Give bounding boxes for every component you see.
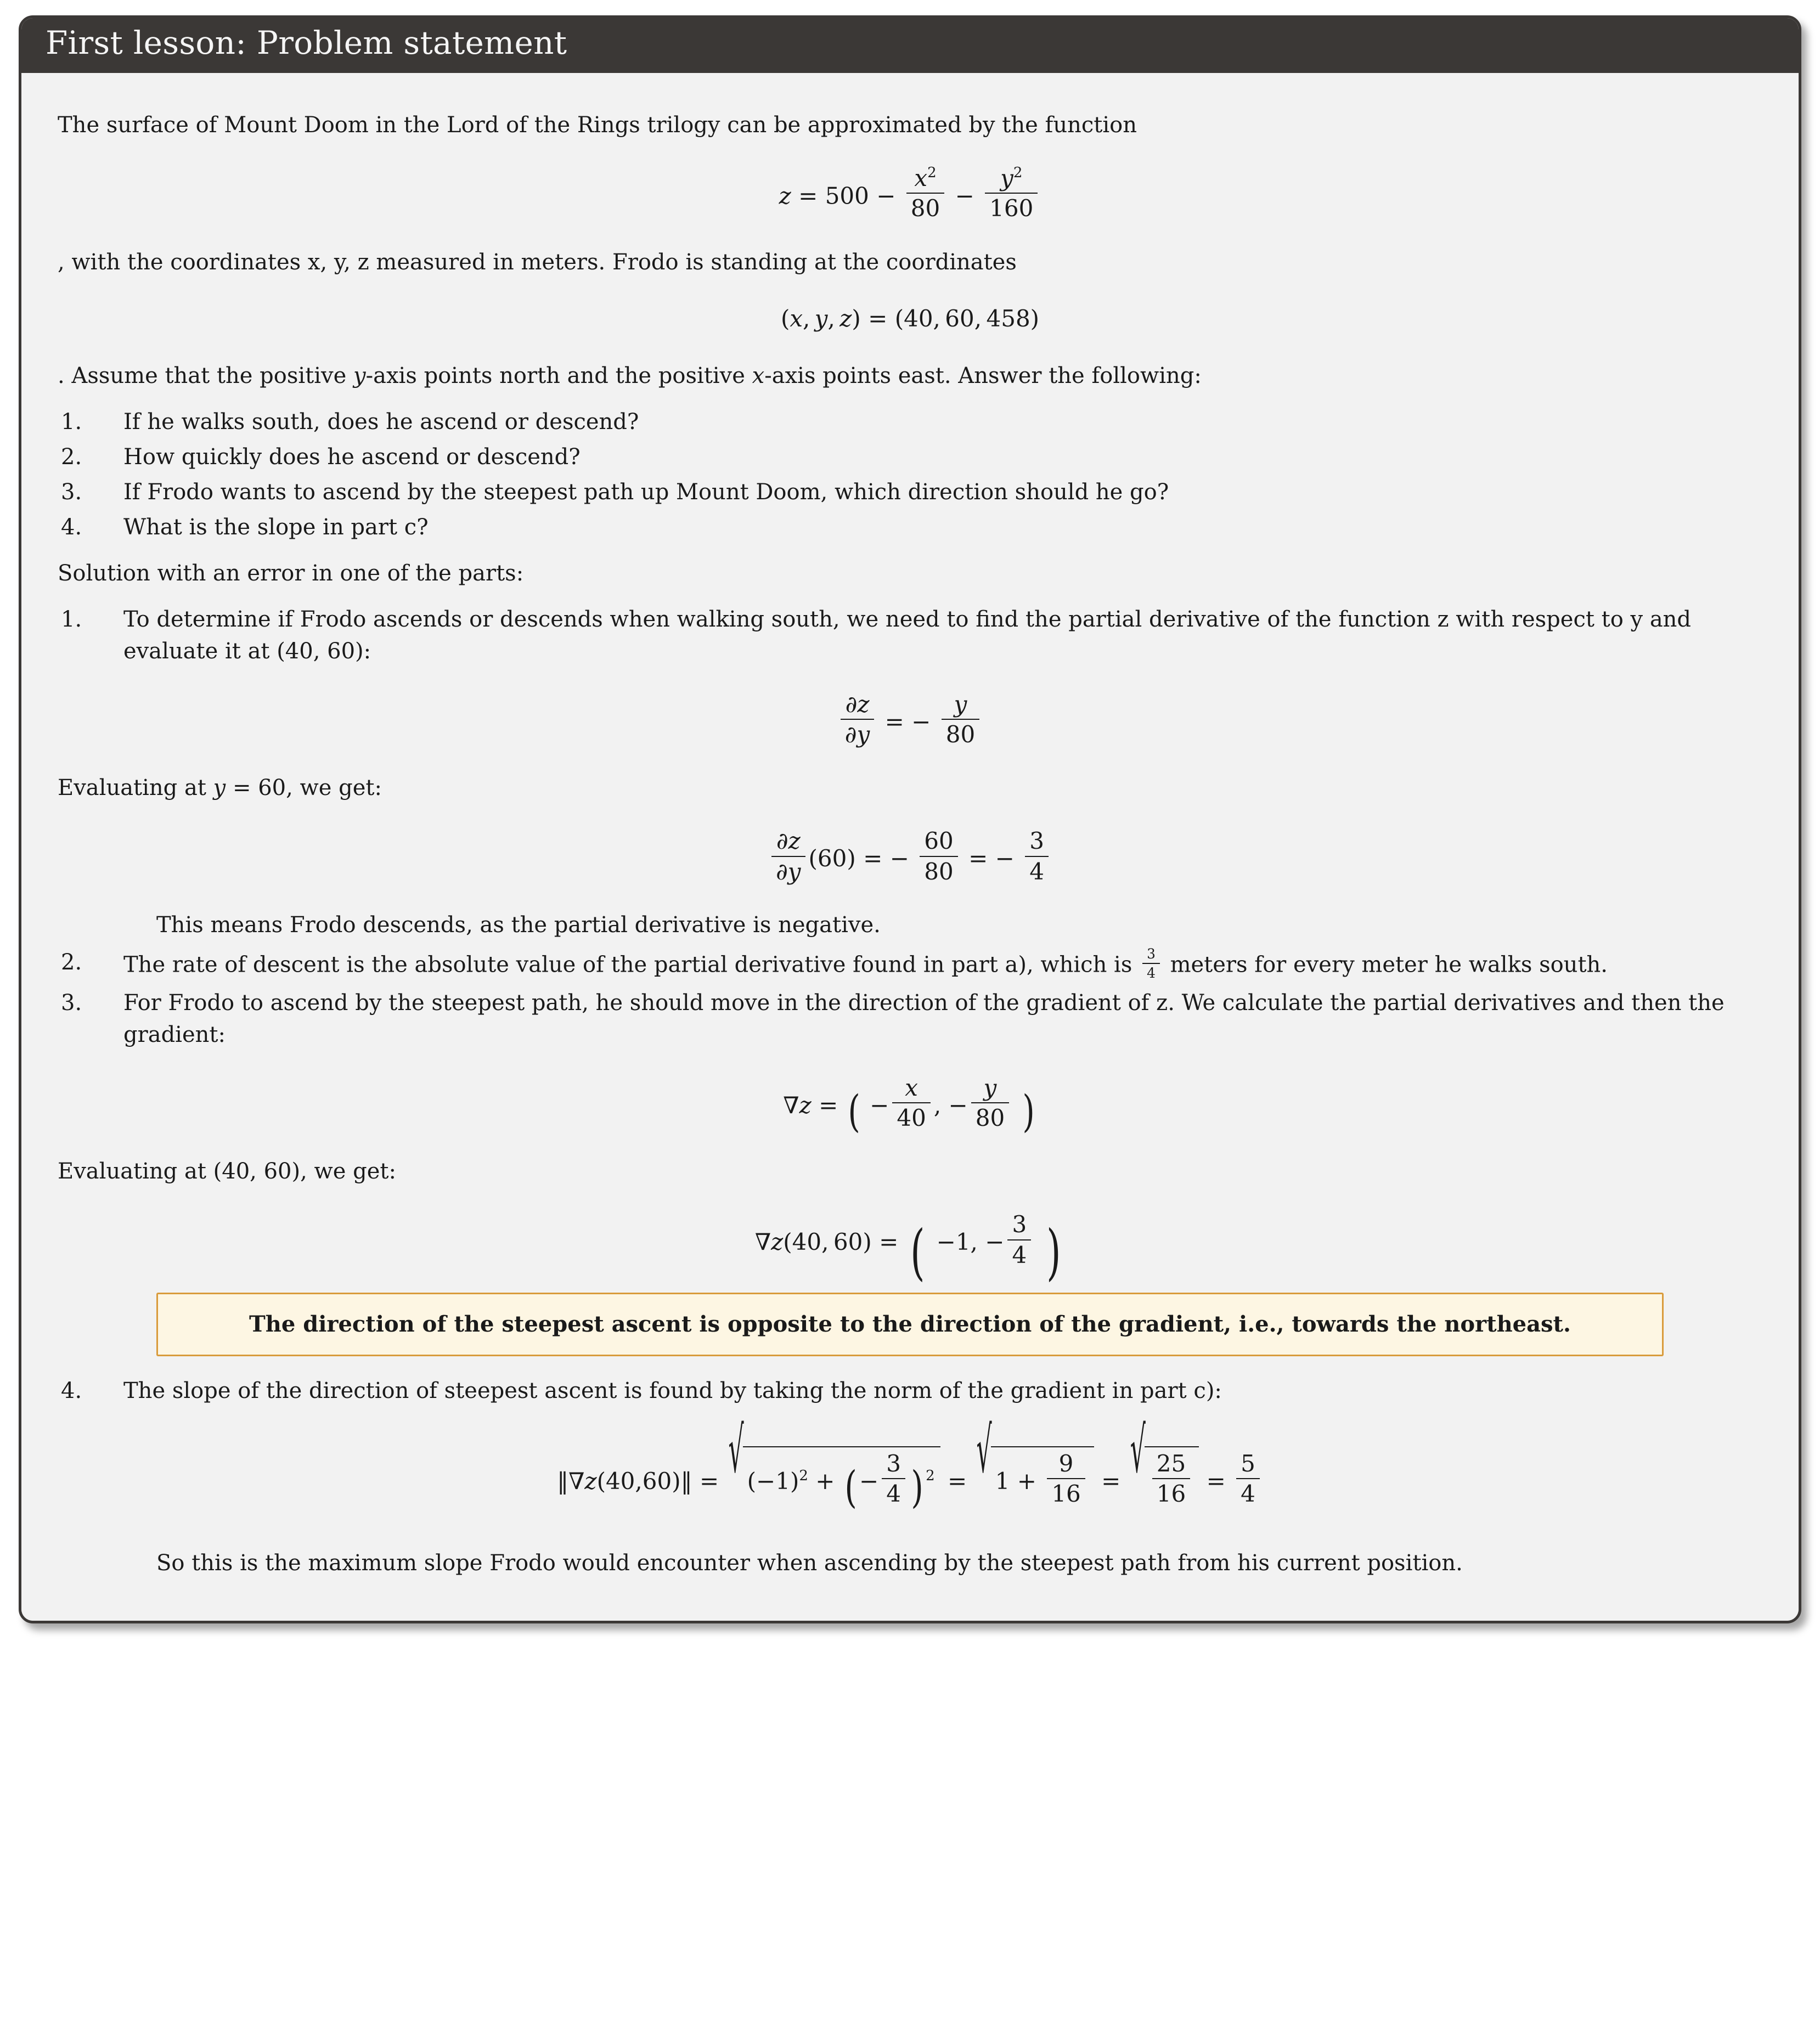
fraction-numerator: 3: [1142, 946, 1160, 965]
sym-equals-1: =: [699, 1468, 719, 1495]
fraction-x-40: [892, 1075, 930, 1132]
solution-1-text-a: To determine if Frodo ascends or descends when walking south, we need to find the partial derivative of the function z with respect to y and evaluate it at: [123, 606, 1692, 664]
evaluate-label-1-b: = 60, we get:: [226, 775, 382, 801]
sym-500: 500: [825, 182, 869, 210]
solution-item-number: 2.: [61, 949, 82, 975]
fraction-5-4: [1236, 1451, 1260, 1508]
sym-y: y: [353, 363, 366, 388]
sym-partial: ∂: [844, 720, 857, 748]
sym-equals: =: [879, 1228, 899, 1256]
sym-comma-2: ,: [827, 304, 835, 332]
sym-nabla: ∇: [754, 1228, 771, 1256]
solution-4-closing: So this is the maximum slope Frodo would encounter when ascending by the steepest path from his current position.: [156, 1550, 1463, 1576]
list-item-number: 4.: [61, 514, 82, 540]
lesson-card: [19, 15, 1801, 1623]
solution-item-number: 4.: [61, 1378, 82, 1404]
sym-partial: ∂: [776, 858, 788, 885]
sym-comma-4: ,: [974, 304, 982, 332]
sym-equals: =: [868, 304, 888, 332]
list-item-number: 3.: [61, 479, 82, 505]
intro-line-3: [58, 360, 1762, 392]
fraction-3-4-inline: [1142, 946, 1160, 982]
fraction-y2-160: [985, 165, 1038, 222]
sym-60: 60: [945, 304, 974, 332]
sym-minus-1: −: [870, 1092, 889, 1119]
sym-minus: −: [756, 1468, 776, 1495]
solution-1-point: (40, 60): [277, 638, 364, 664]
sqrt-expression-1: [726, 1414, 940, 1513]
solution-item-number: 3.: [61, 990, 82, 1016]
sym-z: z: [771, 1228, 784, 1256]
card-header: [21, 18, 1799, 73]
sqrt-body: [991, 1446, 1094, 1508]
fraction-3-4: [1025, 828, 1049, 885]
sym-60: 60: [833, 1228, 863, 1256]
solution-item-3: [58, 987, 1762, 1051]
solution-item-text: The slope of the direction of steepest ascent is found by taking the norm of the gradient in part c):: [123, 1378, 1222, 1404]
sym-exp-2: 2: [1013, 165, 1023, 181]
evaluate-label-3-b: , we get:: [300, 1159, 396, 1185]
sym-lparen: (: [808, 845, 818, 872]
sym-60: 60: [817, 845, 847, 872]
sym-rparen: ): [863, 1228, 872, 1256]
sqrt-icon: √: [1130, 1414, 1146, 1488]
fraction-dz-dy: [771, 828, 805, 885]
solution-item-text: For Frodo to ascend by the steepest path, he should move in the direction of the gradient of z. We calculate the partial derivatives and then the gradient:: [123, 990, 1725, 1047]
solution-item-2: [58, 946, 1762, 982]
evaluate-label-3-a: Evaluating at: [58, 1159, 213, 1185]
fraction-numerator: 25: [1152, 1451, 1190, 1479]
solution-1-text-b: :: [363, 638, 371, 664]
sym-equals: =: [798, 182, 818, 210]
sqrt-icon: √: [976, 1414, 992, 1488]
solution-item-text: [123, 604, 1762, 667]
intro-line-2: , with the coordinates x, y, z measured in meters. Frodo is standing at the coordinates: [58, 249, 1017, 275]
sym-60: 60: [642, 1468, 672, 1495]
equation-norm: [58, 1414, 1762, 1513]
fraction-denominator: 4: [1147, 965, 1156, 982]
sym-1: 1: [995, 1468, 1010, 1495]
list-item-text: What is the slope in part c?: [123, 514, 429, 540]
fraction-numerator: 3: [882, 1451, 905, 1479]
sym-minus-2: −: [955, 182, 974, 210]
sym-z: z: [839, 304, 852, 332]
equation-point: [58, 302, 1762, 336]
sqrt-body: [1145, 1446, 1199, 1508]
fraction-numerator: 9: [1047, 1451, 1085, 1479]
equation-partial-evaluated: [58, 828, 1762, 885]
list-item-text: If he walks south, does he ascend or descend?: [123, 409, 639, 435]
fraction-denominator: 4: [1241, 1480, 1255, 1508]
fraction-denominator: 80: [945, 720, 976, 748]
sym-equals-3: =: [1101, 1468, 1121, 1495]
sym-y: y: [213, 775, 226, 801]
sym-z: z: [788, 827, 801, 855]
sym-nabla: ∇: [783, 1092, 799, 1119]
solution-item-text: [123, 946, 1762, 982]
intro-line-3-b: -axis points north and the positive: [365, 363, 752, 388]
sym-y: y: [1000, 165, 1013, 192]
fraction-25-16: [1152, 1451, 1190, 1508]
fraction-denominator: 16: [1156, 1480, 1186, 1508]
sym-40: 40: [792, 1228, 822, 1256]
sym-z: z: [584, 1468, 597, 1495]
sym-minus-2: −: [985, 1228, 1005, 1256]
fraction-y-80: [971, 1075, 1009, 1132]
solution-1-conclusion: This means Frodo descends, as the partial derivative is negative.: [156, 912, 881, 938]
sym-exp-2: 2: [799, 1468, 808, 1485]
intro-line-3-c: -axis points east. Answer the following:: [764, 363, 1202, 388]
solution-2-text-b: meters for every meter he walks south.: [1163, 952, 1608, 978]
questions-list: [58, 406, 1762, 543]
sym-comma: ,: [933, 1092, 942, 1119]
fraction-numerator: y: [971, 1075, 1009, 1103]
fraction-denominator: 80: [924, 858, 954, 885]
solution-item-number: 1.: [61, 606, 82, 632]
callout-text: The direction of the steepest ascent is opposite to the direction of the gradient, i.e., towards the northeast.: [249, 1311, 1571, 1338]
callout-steepest-ascent: [156, 1293, 1664, 1356]
intro-line-1: The surface of Mount Doom in the Lord of the Rings trilogy can be approximated by the function: [58, 112, 1137, 138]
sym-equals-1: =: [863, 845, 883, 872]
evaluate-label-1-a: Evaluating at: [58, 775, 213, 801]
sym-minus-1: −: [876, 182, 896, 210]
fraction-numerator: [906, 165, 944, 194]
sym-1: 1: [955, 1228, 971, 1256]
sym-rparen: ): [847, 845, 856, 872]
sym-exp-2b: 2: [926, 1468, 935, 1485]
sym-comma: ,: [635, 1468, 643, 1495]
sym-y: y: [814, 304, 828, 332]
fraction-denominator: 40: [897, 1104, 926, 1132]
sym-norm-open: ‖: [557, 1468, 569, 1495]
fraction-denominator: 16: [1051, 1480, 1081, 1508]
solution-heading: Solution with an error in one of the parts:: [58, 560, 524, 586]
fraction-9-16: [1047, 1451, 1085, 1508]
sym-y: y: [857, 720, 870, 748]
sym-comma-3: ,: [933, 304, 940, 332]
fraction-numerator: 60: [920, 828, 957, 856]
sqrt-expression-3: [1128, 1414, 1199, 1508]
sqrt-body: $(-1)^2$ + ( − $\frac{3}{4}$ ) $^2$: [743, 1446, 940, 1508]
sym-x: x: [752, 363, 765, 388]
sym-comma-1: ,: [821, 1228, 829, 1256]
list-item: [58, 406, 1762, 438]
fraction-denominator: 4: [886, 1480, 901, 1508]
sym-40: 40: [605, 1468, 635, 1495]
sym-rparen: ): [672, 1468, 681, 1495]
fraction-denominator: 4: [1012, 1241, 1027, 1268]
solution-list: [58, 604, 1762, 1579]
sym-rparen-1: ): [852, 304, 861, 332]
fraction-numerator: x: [892, 1075, 930, 1103]
fraction-3-4: [882, 1451, 905, 1508]
sym-lparen-2: (: [894, 304, 904, 332]
sym-x: x: [914, 165, 928, 192]
sym-minus-2: −: [948, 1092, 968, 1119]
solution-item-4: [58, 1375, 1762, 1407]
card-body: [21, 73, 1799, 1621]
sym-comma-1: ,: [803, 304, 810, 332]
evaluate-label-3: [58, 1155, 1762, 1187]
sym-40: 40: [904, 304, 933, 332]
fraction-denominator: 80: [975, 1104, 1005, 1132]
sym-z: z: [779, 182, 791, 210]
sym-equals: =: [819, 1092, 838, 1119]
sqrt-expression-2: [974, 1414, 1094, 1508]
list-item: [58, 476, 1762, 508]
equation-partial-derivative: [58, 691, 1762, 748]
fraction-denominator: [841, 720, 874, 748]
sym-458: 458: [986, 304, 1030, 332]
fraction-numerator: 3: [1025, 828, 1049, 856]
equation-gradient-evaluated: ∇z(40, 60) = ( −1, − $\frac{3}{4}$ ): [754, 1211, 1061, 1288]
list-item-text: If Frodo wants to ascend by the steepest path up Mount Doom, which direction should he go?: [123, 479, 1169, 505]
sym-rparen: ): [790, 1468, 799, 1495]
list-item-number: 2.: [61, 444, 82, 470]
sym-lparen: (: [747, 1468, 757, 1495]
sqrt-icon: √: [728, 1414, 744, 1488]
fraction-numerator: y: [942, 691, 979, 720]
sym-rparen-2: ): [1030, 304, 1040, 332]
sym-lparen: (: [596, 1468, 606, 1495]
sym-minus: −: [911, 708, 931, 735]
fraction-numerator: [841, 691, 874, 720]
sym-plus: +: [815, 1468, 835, 1495]
fraction-3-4: [1007, 1211, 1031, 1268]
fraction-y-80: [942, 691, 979, 748]
sym-plus: +: [1017, 1468, 1036, 1495]
sym-partial: ∂: [845, 690, 858, 718]
list-item: [58, 511, 1762, 543]
sym-z: z: [857, 690, 870, 718]
sym-exp-2: 2: [927, 165, 937, 181]
sym-z: z: [799, 1092, 812, 1119]
fraction-denominator: 4: [1029, 858, 1044, 885]
fraction-denominator: 80: [910, 195, 940, 222]
sym-nabla: ∇: [568, 1468, 585, 1495]
equation-surface: [58, 165, 1762, 222]
solution-2-text-a: The rate of descent is the absolute value of the partial derivative found in part a), which is: [123, 952, 1140, 978]
equation-gradient: ∇z = ( − $\frac{x}{40}$ , − $\frac{y}{80}$ ): [783, 1074, 1035, 1137]
list-item: [58, 441, 1762, 473]
sym-minus-2: −: [995, 845, 1015, 872]
evaluate-label-3-point: (40, 60): [213, 1159, 301, 1185]
sym-equals-2: =: [968, 845, 988, 872]
sym-minus-1: −: [936, 1228, 956, 1256]
fraction-numerator: 5: [1236, 1451, 1260, 1479]
sym-minus-1: −: [889, 845, 909, 872]
sym-equals-2: =: [947, 1468, 967, 1495]
sym-lparen: (: [783, 1228, 792, 1256]
fraction-60-80: [920, 828, 957, 885]
sym-partial: ∂: [776, 827, 788, 855]
list-item-number: 1.: [61, 409, 82, 435]
fraction-numerator: [985, 165, 1038, 194]
sym-norm-close: ‖: [680, 1468, 692, 1495]
sym-equals-4: =: [1206, 1468, 1226, 1495]
sym-minus-2: −: [859, 1468, 879, 1495]
fraction-numerator: 3: [1007, 1211, 1031, 1240]
solution-item-1: [58, 604, 1762, 667]
intro-line-3-a: . Assume that the positive: [58, 363, 354, 388]
fraction-x2-80: [906, 165, 944, 222]
sym-comma-2: ,: [970, 1228, 978, 1256]
sym-x: x: [790, 304, 803, 332]
sym-y: y: [787, 858, 801, 885]
evaluate-label-1: [58, 772, 1762, 804]
sym-1: 1: [775, 1468, 790, 1495]
sym-lparen-1: (: [780, 304, 790, 332]
sym-equals: =: [884, 708, 904, 735]
fraction-denominator: [771, 857, 805, 885]
list-item-text: How quickly does he ascend or descend?: [123, 444, 581, 470]
fraction-denominator: 160: [989, 195, 1034, 222]
page-title: First lesson: Problem statement: [46, 24, 567, 61]
fraction-numerator: [771, 828, 805, 856]
fraction-dz-dy: [841, 691, 874, 748]
